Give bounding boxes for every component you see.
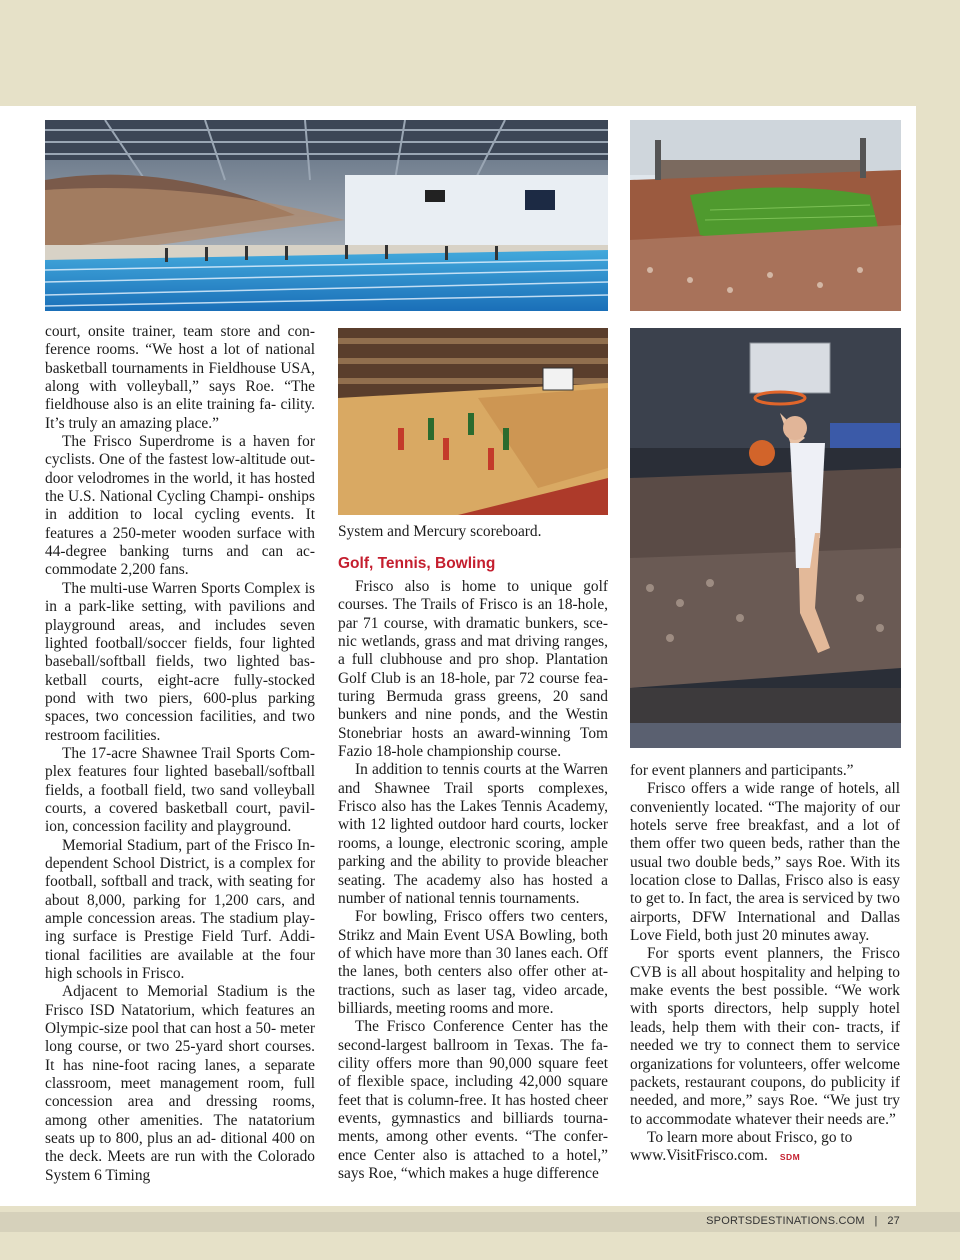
paragraph: Adjacent to Memorial Stadium is the Frisco ISD Natatorium, which features an Olympic-size pool that can host a 50- meter long course, or two 25-yard short courses. It has nine-foot racing lanes, a separate classroom, meet management room, full concession area and dressing rooms, among other amenities. The natatorium seats up to 800, plus an ad- ditional 400 on the deck. Meets are run with the Colorado System 6 Timing	[45, 983, 315, 1184]
paragraph: The Frisco Conference Center has the second-largest ballroom in Texas. The fa- cility offers more than 90,000 square feet of flexible space, including 42,000 square feet that is column-free. It has hosted cheer events, gymnastics and billiards tourna- ments, among other events. “The confer- ence Center also is attached to a hotel,” says Roe, “which makes a huge difference	[338, 1018, 608, 1182]
paragraph: The multi-use Warren Sports Complex is in a park-like setting, with pavilions and playground areas, and includes seven lighted football/soccer fields, four lighted baseball/softball fields, two lighted bas- ketball courts, eight-acre fully-stocked pond with two piers, 600-plus parking spaces, two concession facilities, and two restroom facilities.	[45, 579, 315, 744]
section-heading: Golf, Tennis, Bowling	[338, 555, 496, 572]
sdm-end-mark: SDM	[779, 1152, 801, 1163]
column-2	[338, 578, 608, 1183]
closing-text: To learn more about Frisco, go to www.VisitFrisco.com.	[630, 1128, 853, 1165]
column-3	[630, 762, 900, 1167]
photo-caption: System and Mercury scoreboard.	[338, 523, 542, 540]
paragraph: court, onsite trainer, team store and con- ference rooms. “We host a lot of national basketball tournaments in Fieldhouse USA, along with volleyball,” says Roe. “The fieldhouse also is an elite training fa- cility. It’s truly an amazing place.”	[45, 323, 315, 432]
paragraph: Memorial Stadium, part of the Frisco In- dependent School District, is a complex for football, softball and track, with seating for about 8,000, parking for 1,200 cars, and ample concession areas. The stadium play- ing surface is Prestige Field Turf. Addi- tional facilities are available at the four high schools in Frisco.	[45, 836, 315, 983]
paragraph: Frisco offers a wide range of hotels, all conveniently located. “The majority of our hotels serve free breakfast, and a lot of them offer two queen beds, rather than the usual two double beds,” says Roe. With its location close to Dallas, Frisco also is easy to get to. In fact, the area is serviced by two airports, DFW International and Dallas Love Field, both just 20 minutes away.	[630, 780, 900, 945]
column-1	[45, 323, 315, 1185]
paragraph: For bowling, Frisco offers two centers, Strikz and Main Event USA Bowling, both of which have more than 30 lanes each. Off the lanes, both centers also offer other at- tractions, such as laser tag, video arcade, billiards, meeting rooms and more.	[338, 908, 608, 1017]
basketball-game-photo	[338, 328, 608, 515]
footer-text: SPORTSDESTINATIONS.COM | 27	[706, 1215, 900, 1227]
stadium-photo	[630, 120, 901, 311]
paragraph: Frisco also is home to unique golf courses. The Trails of Frisco is an 18-hole, par 71 course, with dramatic bunkers, sce- nic wetlands, grass and mat driving ranges, a full clubhouse and pro shop. Plantation Golf Club is an 18-hole, par 72 course fea- turing Bermuda grass greens, 20 sand bunkers and nine ponds, and the Westin Stonebriar hosts an award-winning Tom Fazio 18-hole championship course.	[338, 578, 608, 761]
dunk-photo	[630, 328, 901, 748]
paragraph: The 17-acre Shawnee Trail Sports Com- plex features four lighted baseball/softball fields, a football field, two sand volleyball courts, a covered basketball court, pavil- ion, concession facility and playground.	[45, 744, 315, 836]
natatorium-photo	[45, 120, 608, 311]
paragraph: for event planners and participants.”	[630, 762, 854, 779]
paragraph-last	[630, 1129, 900, 1167]
paragraph: The Frisco Superdrome is a haven for cyclists. One of the fastest low-altitude out- door velodromes in the world, it has hosted the U.S. National Cycling Champi- onships in addition to local cycling events. It features a 250-meter wooden surface with 44-degree banking turns and can ac- commodate 2,200 fans.	[45, 433, 315, 579]
paragraph: For sports event planners, the Frisco CVB is all about hospitality and helping to make events the best possible. “We work with sports directors, help supply hotel leads, help them with their con- tracts, if needed we try to connect them to service organizations for volunteers, offer welcome packets, restaurant coupons, do publicity if needed, and more,” says Roe. “We just try to accommodate whatever their needs are.”	[630, 945, 900, 1128]
paragraph: In addition to tennis courts at the Warren and Shawnee Trail sports complexes, Frisco also has the Lakes Tennis Academy, with 12 lighted outdoor hard courts, locker rooms, a lounge, electronic scoring, ample parking and the ability to provide bleacher seating. The academy also has hosted a number of national tennis tournaments.	[338, 761, 608, 907]
